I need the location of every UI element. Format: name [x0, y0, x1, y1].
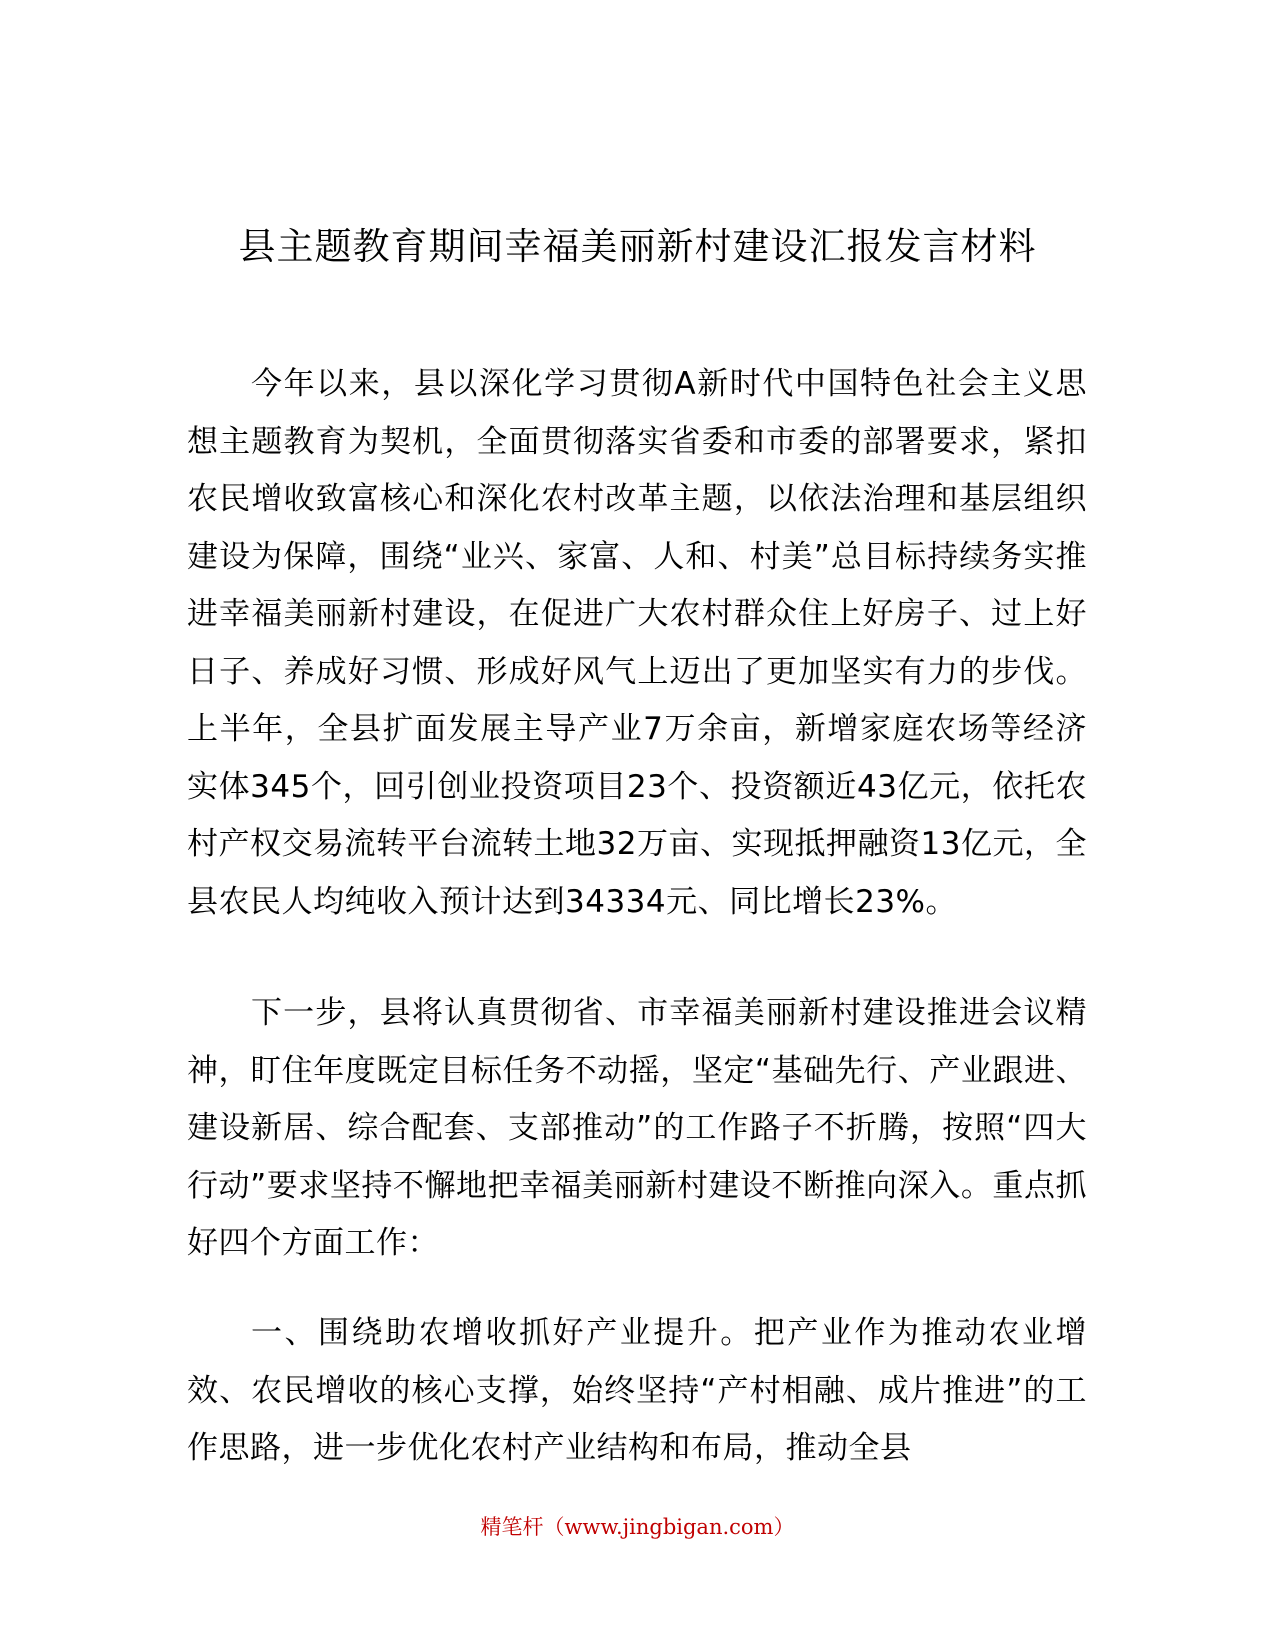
footer-watermark: 精笔杆（www.jingbigan.com） [480, 1515, 795, 1539]
paragraph-section-one: 一、围绕助农增收抓好产业提升。把产业作为推动农业增效、农民增收的核心支撑，始终坚持“产村相融、成片推进”的工作思路，进一步优化农村产业结构和布局，推动全县 [187, 1315, 1087, 1466]
paragraph-next-steps: 下一步，县将认真贯彻省、市幸福美丽新村建设推进会议精神，盯住年度既定目标任务不动摇，坚定“基础先行、产业跟进、建设新居、综合配套、支部推动”的工作路子不折腾，按照“四大行动”要求坚持不懈地把幸福美丽新村建设不断推向深入。重点抓好四个方面工作： [187, 995, 1087, 1261]
paragraph-intro: 今年以来，县以深化学习贯彻A新时代中国特色社会主义思想主题教育为契机，全面贯彻落实省委和市委的部署要求，紧扣农民增收致富核心和深化农村改革主题，以依法治理和基层组织建设为保障，围绕“业兴、家富、人和、村美”总目标持续务实推进幸福美丽新村建设，在促进广大农村群众住上好房子、过上好日子、养成好习惯、形成好风气上迈出了更加坚实有力的步伐。上半年，全县扩面发展主导产业7万余亩，新增家庭农场等经济实体345个，回引创业投资项目23个、投资额近43亿元，依托农村产权交易流转平台流转土地32万亩、实现抵押融资13亿元，全县农民人均纯收入预计达到34334元、同比增长23%。 [187, 366, 1087, 920]
document-title: 县主题教育期间幸福美丽新村建设汇报发言材料 [238, 225, 1037, 268]
